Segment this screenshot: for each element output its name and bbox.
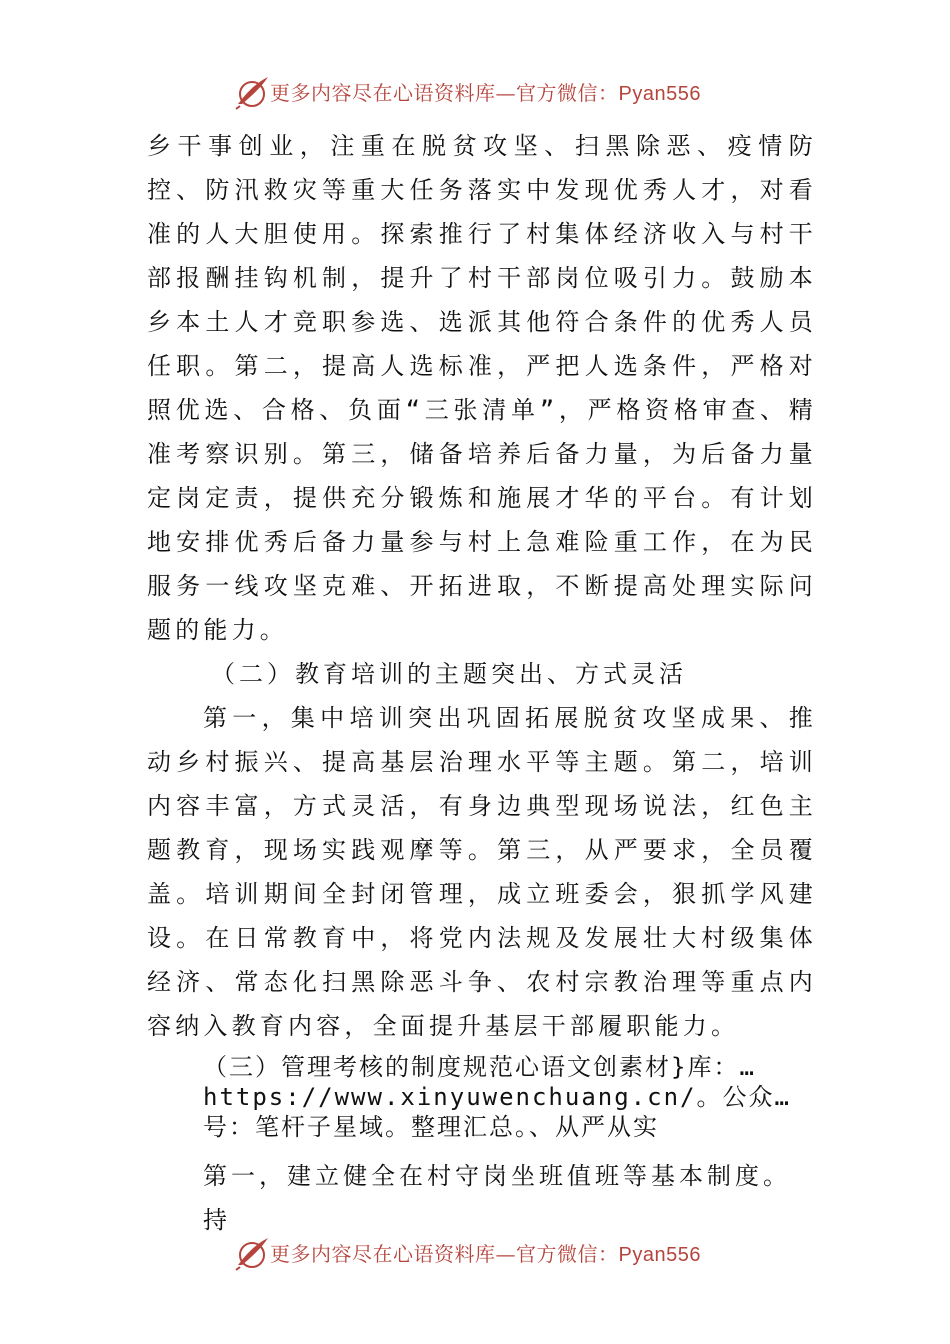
section-heading-3: （三）管理考核的制度规范心语文创素材}库：…https://www.xinyuwenchuang.cn/。公众…号：笔杆子星域。整理汇总。、从严从实 [203,1053,791,1141]
document-body [147,124,817,1242]
feather-pen-logo-icon [232,74,272,110]
header-wechat-id: Pyan556 [618,83,701,105]
section-heading-2: （二）教育培训的主题突出、方式灵活 [211,660,687,688]
footer-banner-text [270,1238,701,1267]
header-separator: — [495,81,516,105]
header-banner [0,72,950,112]
feather-pen-logo-icon [232,1235,272,1271]
footer-separator: — [495,1242,516,1266]
footer-wechat-id: Pyan556 [618,1244,701,1266]
paragraph-2: 第一，集中培训突出巩固拓展脱贫攻坚成果、推动乡村振兴、提高基层治理水平等主题。第二，培训内容丰富，方式灵活，有身边典型现场说法，红色主题教育，现场实践观摩等。第三，从严要求，全员覆盖。培训期间全封闭管理，成立班委会，狠抓学风建设。在日常教育中，将党内法规及发展壮大村级集体经济、常态化扫黑除恶斗争、农村宗教治理等重点内容纳入教育内容，全面提升基层干部履职能力。 [147,704,817,1040]
paragraph-1: 乡干事创业，注重在脱贫攻坚、扫黑除恶、疫情防控、防汛救灾等重大任务落实中发现优秀人才，对看准的人大胆使用。探索推行了村集体经济收入与村干部报酬挂钩机制，提升了村干部岗位吸引力。鼓励本乡本土人才竞职参选、选派其他符合条件的优秀人员任职。第二，提高人选标准，严把人选条件，严格对照优选、合格、负面“三张清单”，严格资格审查、精准考察识别。第三，储备培养后备力量，为后备力量定岗定责，提供充分锻炼和施展才华的平台。有计划地安排优秀后备力量参与村上急难险重工作，在为民服务一线攻坚克难、开拓进取，不断提高处理实际问题的能力。 [147,132,817,644]
footer-wechat-label: 官方微信： [516,1242,619,1266]
paragraph-3: 第一，建立健全在村守岗坐班值班等基本制度。持 [203,1162,791,1234]
footer-banner-title: 更多内容尽在心语资料库 [270,1242,496,1266]
footer-banner [0,1233,950,1273]
header-wechat-label: 官方微信： [516,81,619,105]
header-banner-title: 更多内容尽在心语资料库 [270,81,496,105]
header-banner-text [270,77,701,106]
